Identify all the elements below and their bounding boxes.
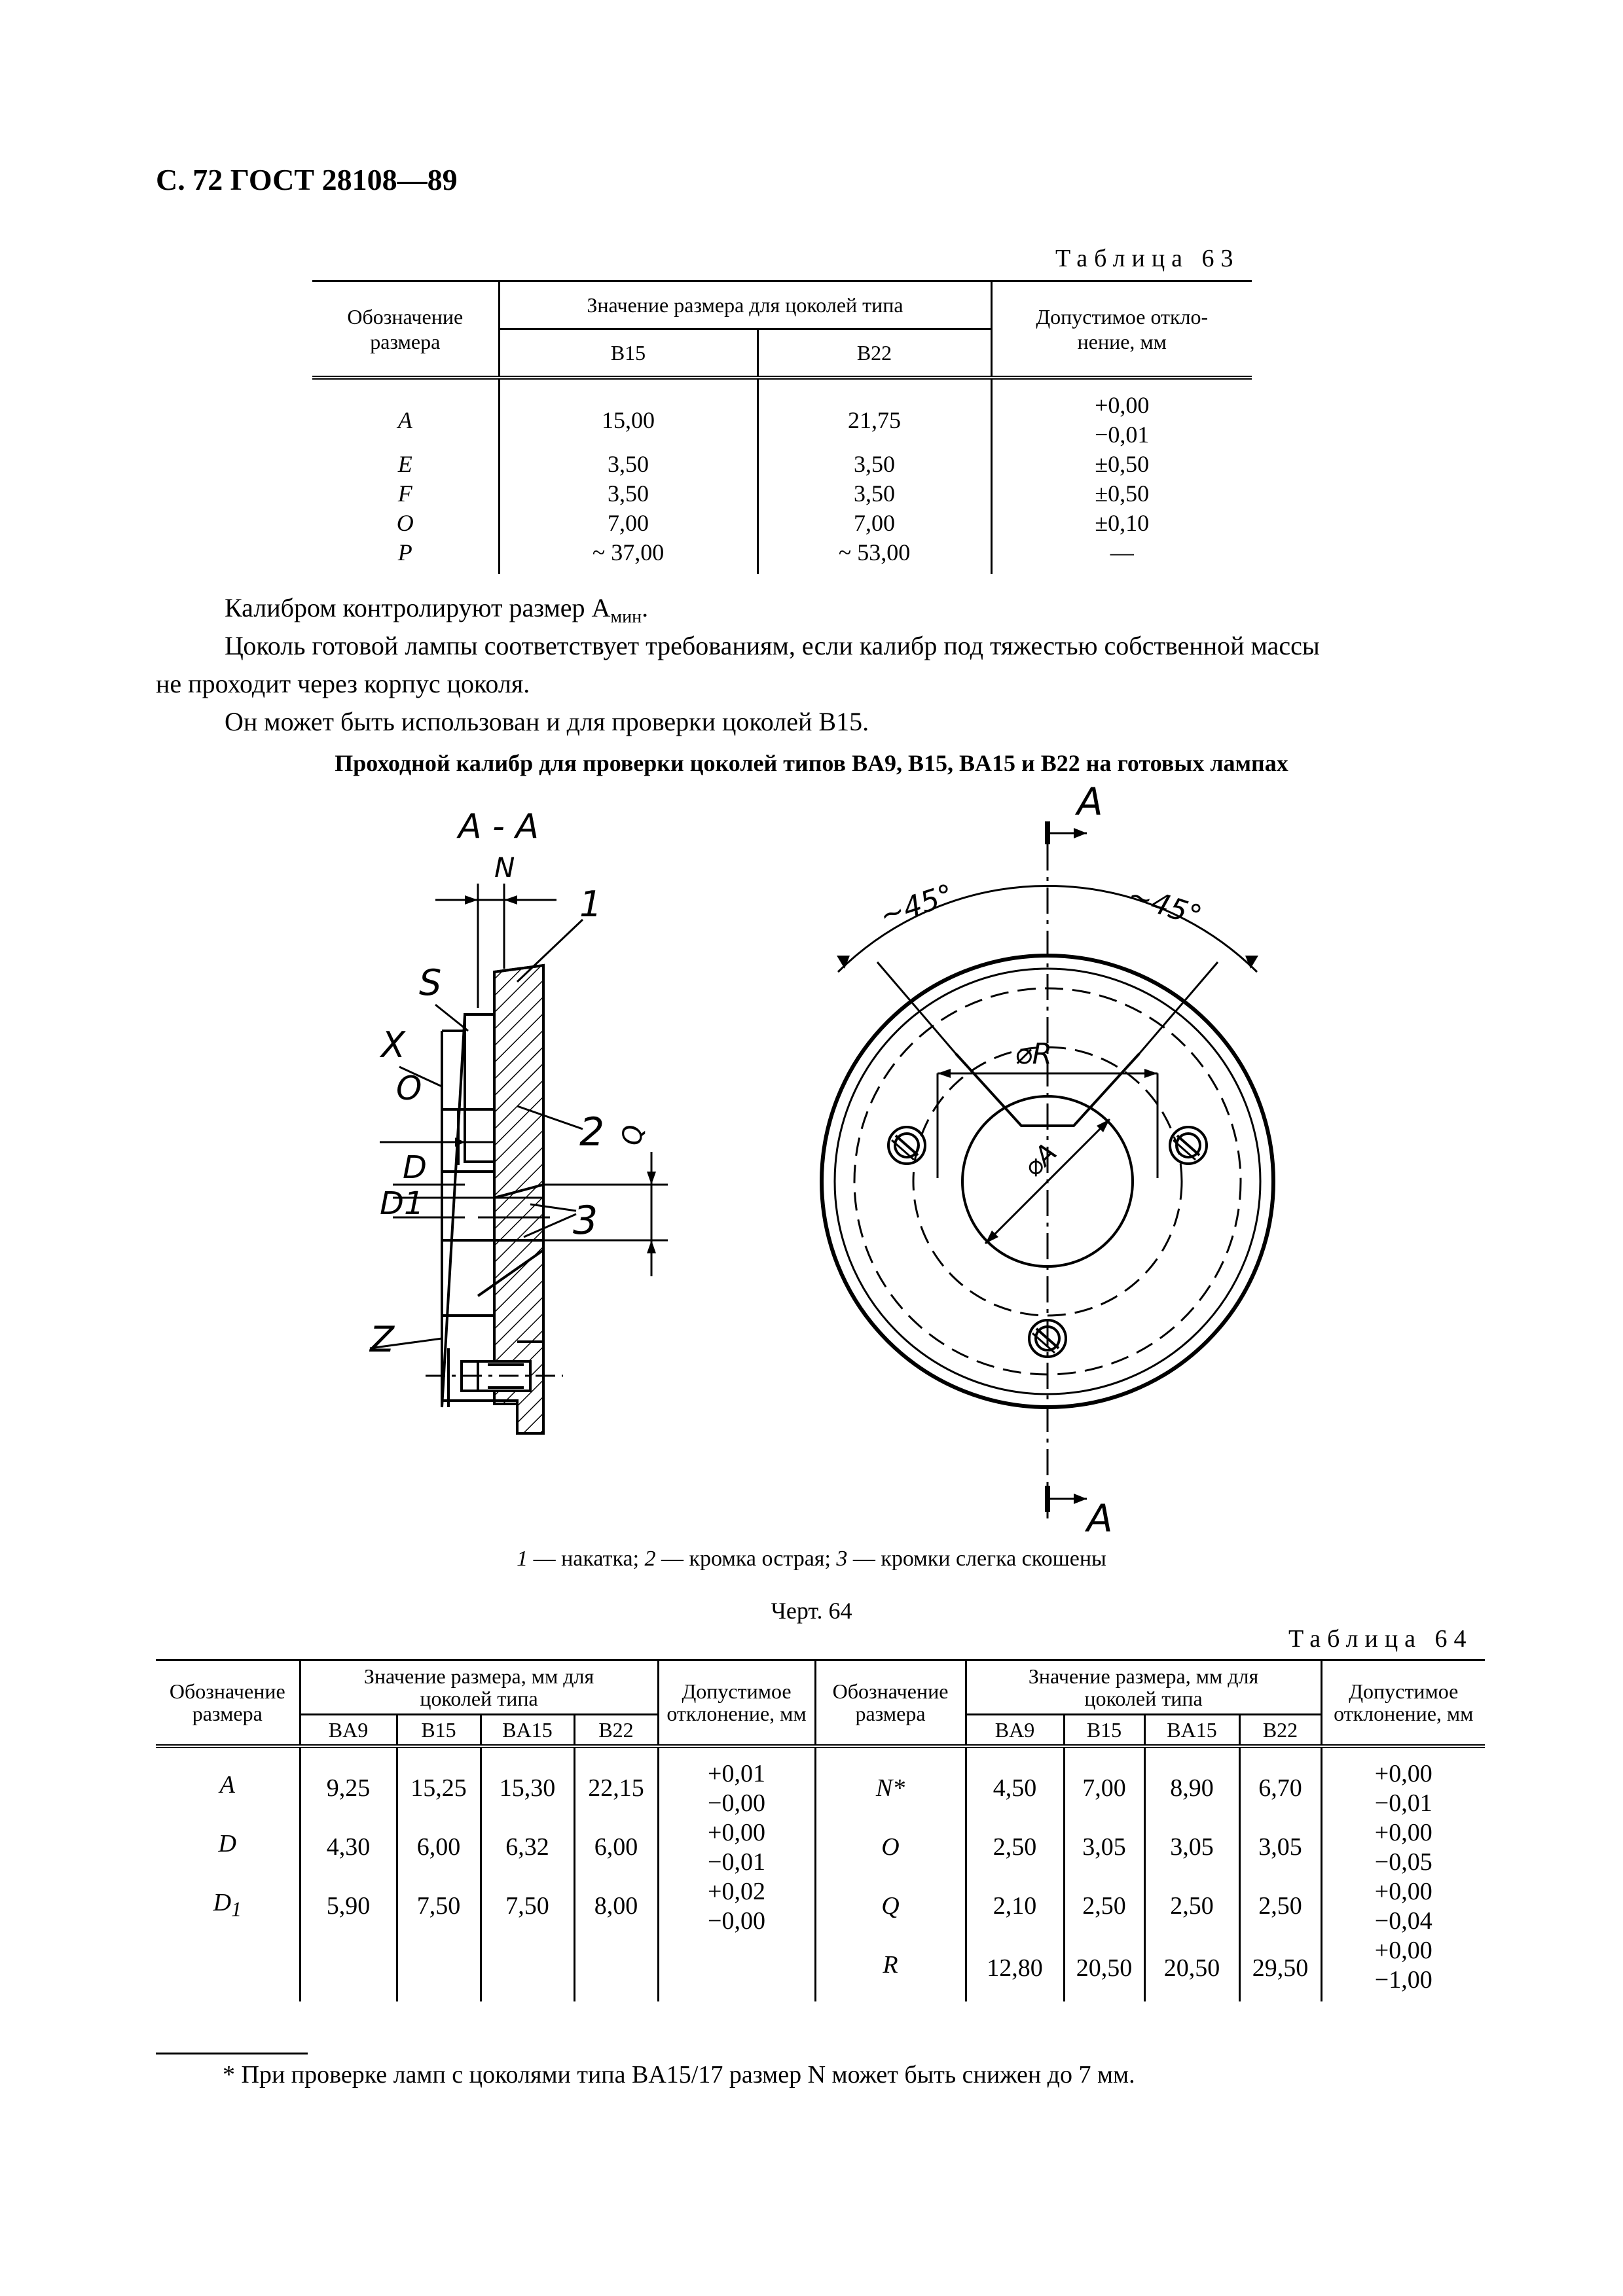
section-label: A - A (458, 807, 539, 846)
dim-label-o: O (396, 1069, 422, 1107)
page-header: С. 72 ГОСТ 28108—89 (156, 163, 458, 196)
footnote-rule (156, 2053, 308, 2054)
table64: Обозначение размера Значение размера, мм для цоколей типа Допустимое отклонение, мм Обозначение размера Значение размера, мм для цоколей типа Допустимое отклонение, мм BA9 B15 BA15 B22 BA9 B15 BA15 B22 A 9,25 15,25 15,30 22,15 +0,01 −0,00 N* 4,50 7,00 8,90 6,70 +0,00 −0,01 D 4,30 6,00 6,32 6,00 +0,00 −0,01 O 2,50 3,05 3,05 3,05 +0,00 −0,05 $D_1$ 5,90 7,50 7,50 8,00 +0,02 −0,00 Q 2,10 2,50 2,50 2,50 +0,00 −0,04 R 12,80 20,50 20,50 29,50 +0,00 −1,00 (156, 1659, 1485, 2001)
label-x: X (381, 1024, 405, 1066)
table-row: F 3,50 3,50 ±0,50 (312, 479, 1252, 509)
angle-label-left: ~45° (875, 878, 958, 933)
dim-label-phi-r: ⌀R (1015, 1037, 1053, 1071)
t64-head-designation-left: Обозначение размера (156, 1660, 300, 1746)
t63-head-tol: Допустимое откло-нение, мм (991, 281, 1252, 378)
angle-label-right: ~45° (1123, 878, 1206, 933)
paragraph-2b: не проходит через корпус цоколя. (156, 669, 530, 698)
dim-label-phi-a: ⌀A (1017, 1138, 1063, 1183)
figure-legend: 1 — накатка; 2 — кромка острая; 3 — кромки слегка скошены (517, 1547, 1106, 1571)
table63-caption: Таблица 63 (1055, 245, 1240, 272)
table-row: P ~ 37,00 ~ 53,00 — (312, 538, 1252, 574)
paragraph-3: Он может быть использован и для проверки цоколей B15. (225, 707, 869, 736)
dim-label-d1: D1 (380, 1185, 424, 1222)
table63 (312, 280, 1252, 574)
table-row: A 9,25 15,25 15,30 22,15 +0,01 −0,00 N* 4,50 7,00 8,90 6,70 +0,00 −0,01 (156, 1759, 1485, 1818)
t63-head-value: Значение размера для цоколей типа (499, 281, 991, 329)
label-z: Z (370, 1319, 394, 1360)
label-s: S (419, 962, 442, 1003)
callout-3: 3 (573, 1198, 598, 1244)
table-row: D 4,30 6,00 6,32 6,00 +0,00 −0,01 O 2,50 3,05 3,05 3,05 +0,00 −0,05 (156, 1818, 1485, 1877)
dim-label-d: D (403, 1149, 427, 1186)
t63-head-designation: Обозначение размера (312, 281, 499, 378)
t64-head-tol-left: Допустимое отклонение, мм (658, 1660, 815, 1746)
t64-head-designation-right: Обозначение размера (815, 1660, 966, 1746)
table-row: E 3,50 3,50 ±0,50 (312, 450, 1252, 479)
t64-head-value-left: Значение размера, мм для цоколей типа (300, 1660, 658, 1715)
gauge-drawing (327, 779, 1375, 1532)
table-row: O 7,00 7,00 ±0,10 (312, 509, 1252, 538)
table-row: A 15,00 21,75 +0,00 −0,01 (312, 391, 1252, 450)
table-row: R 12,80 20,50 20,50 29,50 +0,00 −1,00 (156, 1936, 1485, 2001)
table64-caption: Таблица 64 (1288, 1625, 1473, 1653)
callout-2: 2 (579, 1109, 605, 1155)
t64-head-value-right: Значение размера, мм для цоколей типа (966, 1660, 1321, 1715)
footnote: * При проверке ламп с цоколями типа BA15/17 размер N может быть снижен до 7 мм. (223, 2061, 1135, 2089)
t63-col-b15: B15 (499, 329, 757, 378)
dim-label-n: N (494, 852, 515, 884)
section-mark-top: A (1077, 780, 1103, 824)
table-row: $D_1$ 5,90 7,50 7,50 8,00 +0,02 −0,00 Q 2,10 2,50 2,50 2,50 +0,00 −0,04 (156, 1877, 1485, 1936)
t64-head-tol-right: Допустимое отклонение, мм (1321, 1660, 1485, 1746)
figure-title: Проходной калибр для проверки цоколей типов BA9, B15, BA15 и B22 на готовых лампах (335, 750, 1288, 776)
paragraph-2a: Цоколь готовой лампы соответствует требованиям, если калибр под тяжестью собственной массы (225, 631, 1320, 660)
dim-label-q: Q (618, 1124, 648, 1145)
section-mark-bottom: A (1087, 1496, 1113, 1532)
figure-caption: Черт. 64 (771, 1598, 852, 1624)
callout-1: 1 (579, 884, 602, 925)
paragraph-1: Калибром контролируют размер $A_{мин}$. (225, 593, 649, 627)
t63-col-b22: B22 (757, 329, 991, 378)
